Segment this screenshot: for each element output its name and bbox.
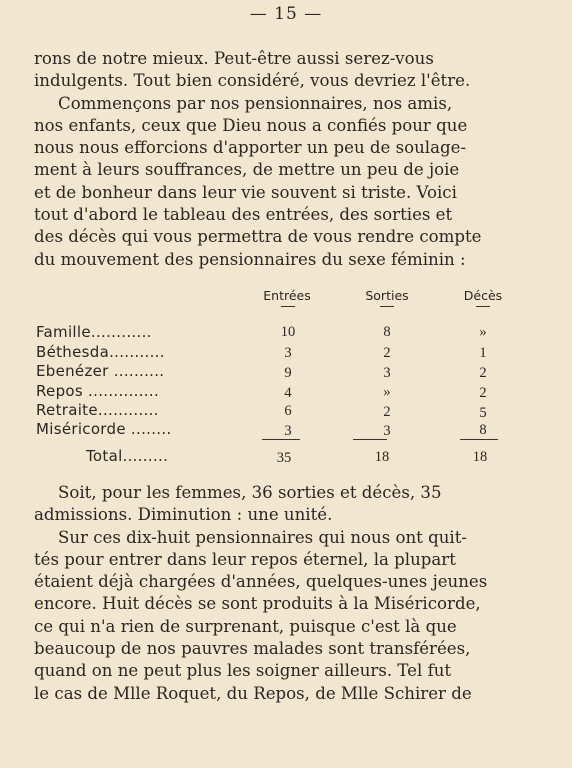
cell-entrees: 3 [284, 345, 292, 361]
cell-entrees: 10 [280, 324, 296, 340]
cell-deces: 2 [479, 385, 487, 401]
row-label-ebenezer: Ebenézer .......... [36, 362, 165, 380]
page-number: — 15 — [249, 4, 323, 24]
text-line: quand on ne peut plus les soigner ailleurs. Tel fut [34, 661, 452, 681]
text-line: beaucoup de nos pauvres malades sont transférées, [34, 639, 471, 659]
cell-sorties: » [383, 384, 391, 400]
text-line: admissions. Diminution : une unité. [34, 505, 333, 525]
header-dash [476, 306, 490, 307]
text-line: ment à leurs souffrances, de mettre un peu de joie [34, 160, 460, 180]
cell-deces: 8 [479, 422, 487, 438]
cell-sorties: 2 [383, 404, 391, 420]
sum-rule [460, 439, 498, 440]
row-label-bethesda: Béthesda........... [36, 343, 165, 361]
header-deces: Décès [463, 288, 503, 303]
paragraph-summary [34, 482, 502, 705]
sum-rule [262, 439, 300, 440]
header-dash [281, 306, 295, 307]
cell-deces: 2 [479, 365, 487, 381]
cell-sorties: 8 [383, 324, 391, 340]
cell-sorties: 3 [383, 365, 391, 381]
header-dash [380, 306, 394, 307]
header-entrees: Entrées [263, 288, 311, 303]
cell-entrees: 3 [284, 423, 292, 439]
header-sorties: Sorties [365, 288, 409, 303]
row-label-total: Total......... [86, 447, 169, 465]
cell-deces: 1 [479, 345, 487, 361]
text-line: nous nous efforcions d'apporter un peu de soulage- [34, 138, 467, 158]
cell-entrees: 9 [284, 365, 292, 381]
text-line: Soit, pour les femmes, 36 sorties et décès, 35 [58, 483, 442, 502]
cell-deces: » [479, 324, 487, 340]
text-line: ce qui n'a rien de surprenant, puisque c'est là que [34, 616, 457, 636]
cell-deces: 5 [479, 405, 487, 421]
row-label-retraite: Retraite............ [36, 401, 159, 419]
row-label-famille: Famille............ [36, 323, 152, 341]
cell-entrees: 6 [284, 403, 292, 419]
cell-sorties: 3 [383, 423, 391, 439]
total-sorties: 18 [374, 449, 390, 465]
text-line: nos enfants, ceux que Dieu nous a confiés pour que [34, 115, 468, 135]
text-line: des décès qui vous permettra de vous rendre compte [34, 227, 482, 247]
text-line: Commençons par nos pensionnaires, nos amis, [58, 93, 453, 113]
text-line: indulgents. Tout bien considéré, vous devriez l'être. [34, 71, 471, 91]
paragraph-intro [34, 48, 502, 271]
text-line: étaient déjà chargées d'années, quelques-unes jeunes [34, 572, 488, 592]
row-label-repos: Repos .............. [36, 382, 160, 400]
text-line: encore. Huit décès se sont produits à la Miséricorde, [34, 594, 481, 614]
text-line: Sur ces dix-huit pensionnaires qui nous ont quit- [58, 527, 468, 547]
cell-sorties: 2 [383, 345, 391, 361]
text-line: et de bonheur dans leur vie souvent si triste. Voici [34, 182, 457, 202]
text-line: le cas de Mlle Roquet, du Repos, de Mlle Schirer de [34, 683, 472, 703]
row-label-misericorde: Miséricorde ........ [36, 420, 172, 438]
total-deces: 18 [472, 449, 488, 465]
text-line: rons de notre mieux. Peut-être aussi serez-vous [34, 49, 434, 68]
text-line: du mouvement des pensionnaires du sexe féminin : [34, 249, 466, 269]
cell-entrees: 4 [284, 385, 292, 401]
total-entrees: 35 [276, 450, 292, 466]
sum-rule [353, 439, 387, 440]
text-line: tés pour entrer dans leur repos éternel, la plupart [34, 549, 456, 569]
text-line: tout d'abord le tableau des entrées, des sorties et [34, 205, 453, 225]
